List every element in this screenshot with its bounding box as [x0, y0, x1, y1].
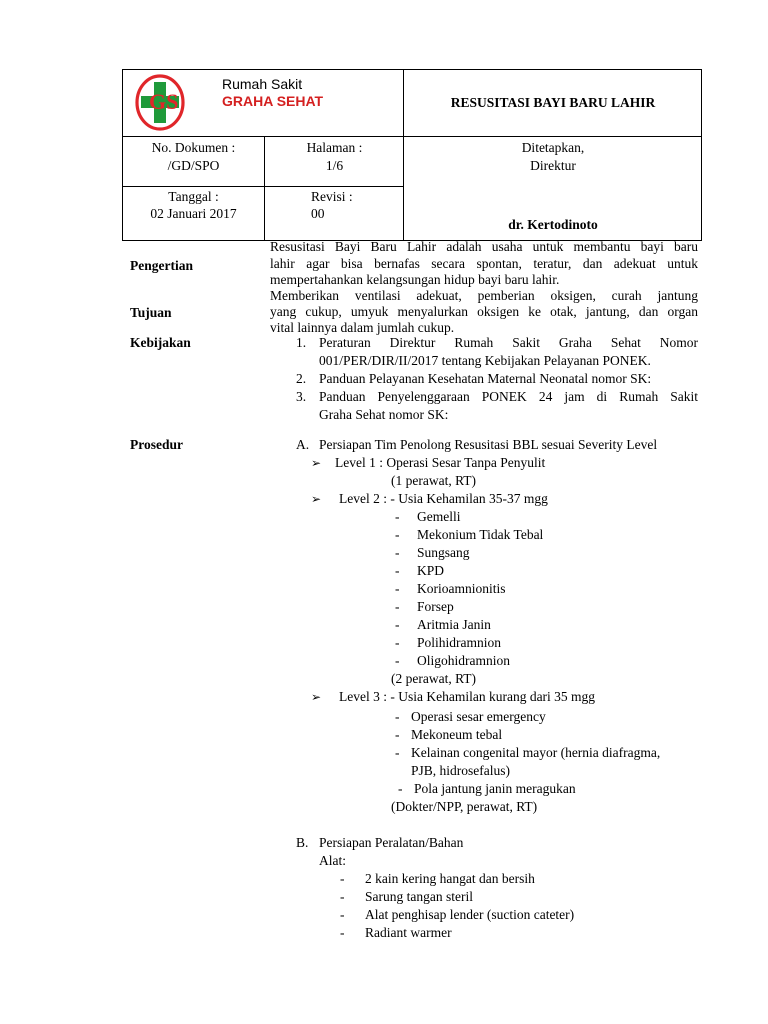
prosedur-b-letter: B. — [296, 835, 309, 850]
ditetapkan-label: Ditetapkan, — [521, 140, 585, 155]
level-2-item: Aritmia Janin — [417, 617, 491, 632]
kebijakan-item-1-line2: 001/PER/DIR/II/2017 tentang Kebijakan Pelayanan PONEK. — [319, 353, 651, 368]
hospital-name-line2: GRAHA SEHAT — [222, 93, 324, 109]
tujuan-line-3: vital lainnya dalam jumlah cukup. — [270, 320, 455, 335]
kebijakan-item-1-line1: Peraturan Direktur Rumah Sakit Graha Sehat Nomor — [319, 335, 698, 350]
level-3-item: Kelainan congenital mayor (hernia diafragma, — [411, 745, 661, 760]
tujuan-line-2: yang cukup, umyuk menyalurkan oksigen ke otak, jantung, dan organ — [270, 304, 698, 319]
hospital-logo-icon — [135, 74, 185, 131]
no-dokumen-label: No. Dokumen : — [151, 140, 236, 155]
alat-item: 2 kain kering hangat dan bersih — [365, 871, 535, 886]
tanggal-label: Tanggal : — [168, 189, 219, 204]
kebijakan-item-3-line2: Graha Sehat nomor SK: — [319, 407, 449, 422]
arrow-bullet-icon: ➢ — [311, 492, 322, 506]
level-2-item: Polihidramnion — [417, 635, 501, 650]
prosedur-a-title: Persiapan Tim Penolong Resusitasi BBL sesuai Severity Level — [319, 437, 658, 452]
level-3-item: Mekoneum tebal — [411, 727, 503, 742]
kebijakan-num-1: 1. — [296, 335, 307, 350]
dash-bullet: - — [340, 925, 345, 940]
level-2-item: Korioamnionitis — [417, 581, 506, 596]
level-2-item: Mekonium Tidak Tebal — [417, 527, 544, 542]
dash-bullet: - — [395, 545, 400, 560]
dash-bullet: - — [395, 745, 400, 760]
revisi-value: 00 — [311, 206, 325, 221]
alat-item: Radiant warmer — [365, 925, 452, 940]
dash-bullet: - — [395, 727, 400, 742]
level-2-item: Forsep — [417, 599, 454, 614]
level-3-item: Operasi sesar emergency — [411, 709, 546, 724]
dash-bullet: - — [395, 709, 400, 724]
dash-bullet: - — [395, 617, 400, 632]
level-3-item-continued: PJB, hidrosefalus) — [411, 763, 510, 778]
level-2-item: KPD — [417, 563, 445, 578]
dash-bullet: - — [395, 563, 400, 578]
kebijakan-label: Kebijakan — [130, 335, 191, 350]
level-2-staff: (2 perawat, RT) — [391, 671, 477, 686]
level-3-text: Level 3 : - Usia Kehamilan kurang dari 35 mgg — [339, 689, 596, 704]
prosedur-b-title: Persiapan Peralatan/Bahan — [319, 835, 464, 850]
pengertian-line-3: mempertahankan kelangsungan hidup bayi baru lahir. — [270, 272, 560, 287]
level-1-staff: (1 perawat, RT) — [391, 473, 477, 488]
dash-bullet: - — [340, 889, 345, 904]
direktur-label: Direktur — [530, 158, 576, 173]
dash-bullet: - — [395, 635, 400, 650]
dash-bullet: - — [340, 907, 345, 922]
alat-label: Alat: — [319, 853, 346, 868]
halaman-label: Halaman : — [306, 140, 363, 155]
level-3-staff: (Dokter/NPP, perawat, RT) — [391, 799, 538, 814]
dash-bullet: - — [398, 781, 403, 796]
halaman-value: 1/6 — [325, 158, 344, 173]
director-name: dr. Kertodinoto — [508, 217, 598, 232]
tanggal-value: 02 Januari 2017 — [150, 206, 237, 221]
no-dokumen-value: /GD/SPO — [167, 158, 220, 173]
level-2-text: Level 2 : - Usia Kehamilan 35-37 mgg — [339, 491, 548, 506]
kebijakan-num-3: 3. — [296, 389, 307, 404]
alat-item: Alat penghisap lender (suction cateter) — [365, 907, 575, 922]
revisi-label: Revisi : — [311, 189, 353, 204]
dash-bullet: - — [395, 509, 400, 524]
arrow-bullet-icon: ➢ — [311, 690, 322, 704]
kebijakan-item-2-line1: Panduan Pelayanan Kesehatan Maternal Neonatal nomor SK: — [319, 371, 652, 386]
pengertian-label: Pengertian — [130, 258, 193, 273]
level-2-item: Oligohidramnion — [417, 653, 510, 668]
kebijakan-item-3-line1: Panduan Penyelenggaraan PONEK 24 jam di Rumah Sakit — [319, 389, 698, 404]
kebijakan-num-2: 2. — [296, 371, 307, 386]
prosedur-label: Prosedur — [130, 437, 183, 452]
dash-bullet: - — [395, 527, 400, 542]
level-2-item: Gemelli — [417, 509, 461, 524]
alat-item: Sarung tangan steril — [365, 889, 473, 904]
level-3-item: Pola jantung janin meragukan — [414, 781, 576, 796]
dash-bullet: - — [395, 653, 400, 668]
arrow-bullet-icon: ➢ — [311, 456, 322, 470]
tujuan-label: Tujuan — [130, 305, 172, 320]
dash-bullet: - — [395, 581, 400, 596]
pengertian-line-1: Resusitasi Bayi Baru Lahir adalah usaha untuk membantu bayi baru — [270, 239, 698, 254]
hospital-name-line1: Rumah Sakit — [222, 76, 303, 92]
prosedur-a-letter: A. — [296, 437, 310, 452]
logo-letters: GS — [149, 89, 179, 114]
dash-bullet: - — [340, 871, 345, 886]
pengertian-line-2: lahir agar bisa bernafas secara spontan, teratur, dan adekuat untuk — [270, 256, 698, 271]
document-title: RESUSITASI BAYI BARU LAHIR — [450, 95, 656, 110]
tujuan-line-1: Memberikan ventilasi adekuat, pemberian oksigen, curah jantung — [270, 288, 698, 303]
dash-bullet: - — [395, 599, 400, 614]
level-2-item: Sungsang — [417, 545, 470, 560]
level-1-text: Level 1 : Operasi Sesar Tanpa Penyulit — [335, 455, 546, 470]
